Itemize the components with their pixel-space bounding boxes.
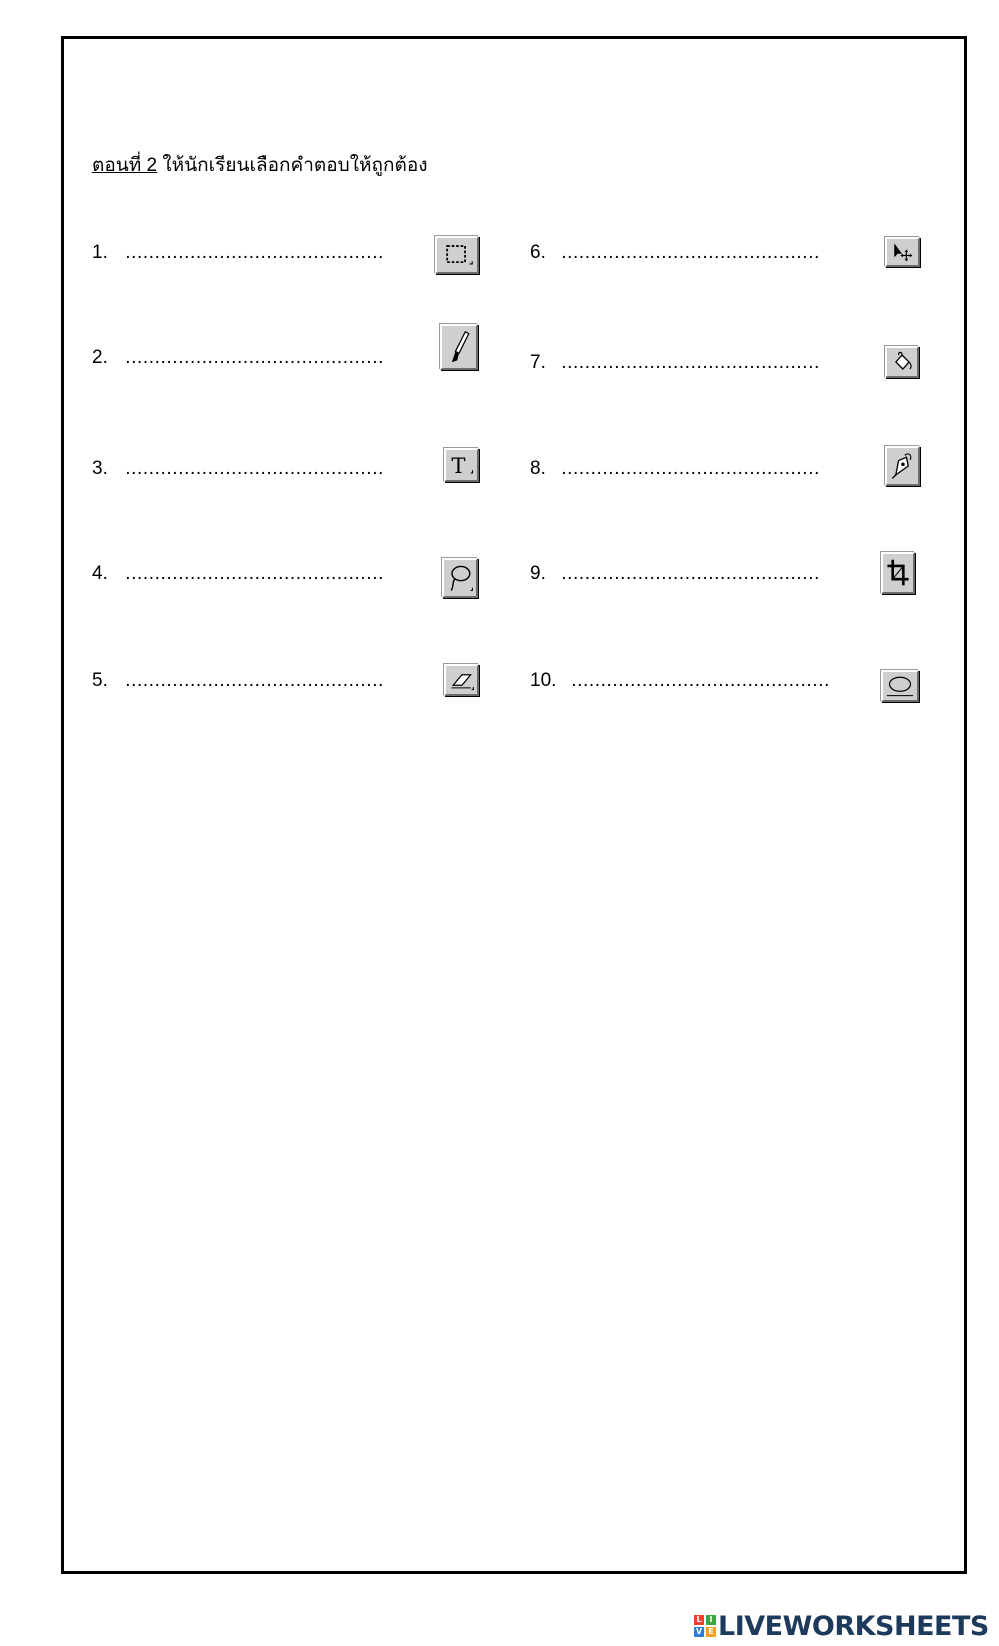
answer-blank[interactable]: ............................................ — [125, 242, 384, 263]
answer-blank[interactable]: ............................................ — [571, 670, 830, 691]
question-number: 2. — [92, 347, 108, 368]
question-item-7 — [530, 352, 820, 374]
instruction-text: ให้นักเรียนเลือกคำตอบให้ถูกต้อง — [162, 155, 428, 176]
move-tool-icon — [885, 237, 920, 267]
answer-blank[interactable]: ............................................ — [561, 242, 820, 263]
question-number: 10. — [530, 670, 557, 691]
question-item-6 — [530, 242, 820, 264]
answer-blank[interactable]: ............................................ — [125, 670, 384, 691]
lasso-icon — [442, 558, 478, 598]
question-number: 4. — [92, 563, 108, 584]
question-item-10 — [530, 670, 830, 692]
question-item-4 — [92, 563, 384, 585]
answer-blank[interactable]: ............................................ — [125, 347, 384, 368]
answer-blank[interactable]: ............................................ — [561, 458, 820, 479]
text-tool-icon — [444, 448, 479, 482]
question-item-8 — [530, 458, 820, 480]
answer-blank[interactable]: ............................................ — [125, 458, 384, 479]
question-item-3 — [92, 458, 384, 480]
part-label: ตอนที่ 2 — [92, 155, 158, 176]
question-item-5 — [92, 670, 384, 692]
logo-square-i: I — [706, 1615, 716, 1625]
worksheet-frame — [61, 36, 967, 1574]
answer-blank[interactable]: ............................................ — [561, 352, 820, 373]
logo-square-v: V — [695, 1627, 703, 1636]
logo-wordmark: LIVEWORKSHEETS — [718, 1610, 989, 1642]
paint-bucket-icon — [885, 346, 919, 378]
answer-blank[interactable]: ............................................ — [561, 563, 820, 584]
question-number: 8. — [530, 458, 546, 479]
question-number: 7. — [530, 352, 546, 373]
elliptical-marquee-icon — [881, 670, 919, 702]
paintbrush-icon — [440, 324, 478, 370]
question-number: 1. — [92, 242, 108, 263]
logo-squares — [694, 1615, 716, 1637]
question-number: 6. — [530, 242, 546, 263]
question-number: 3. — [92, 458, 108, 479]
question-item-9 — [530, 563, 820, 585]
rectangular-marquee-icon — [435, 236, 479, 274]
pen-tool-icon — [885, 446, 920, 486]
question-number: 5. — [92, 670, 108, 691]
question-item-2 — [92, 347, 384, 369]
question-item-1 — [92, 242, 384, 264]
eraser-icon — [444, 664, 479, 696]
svg-text:T: T — [451, 452, 466, 478]
logo-square-e: E — [706, 1627, 716, 1637]
answer-blank[interactable]: ............................................ — [125, 563, 384, 584]
logo-square-l: L — [694, 1615, 704, 1625]
crop-tool-icon — [881, 552, 915, 594]
liveworksheets-logo — [694, 1608, 989, 1644]
instruction-line — [92, 150, 428, 180]
question-number: 9. — [530, 563, 546, 584]
